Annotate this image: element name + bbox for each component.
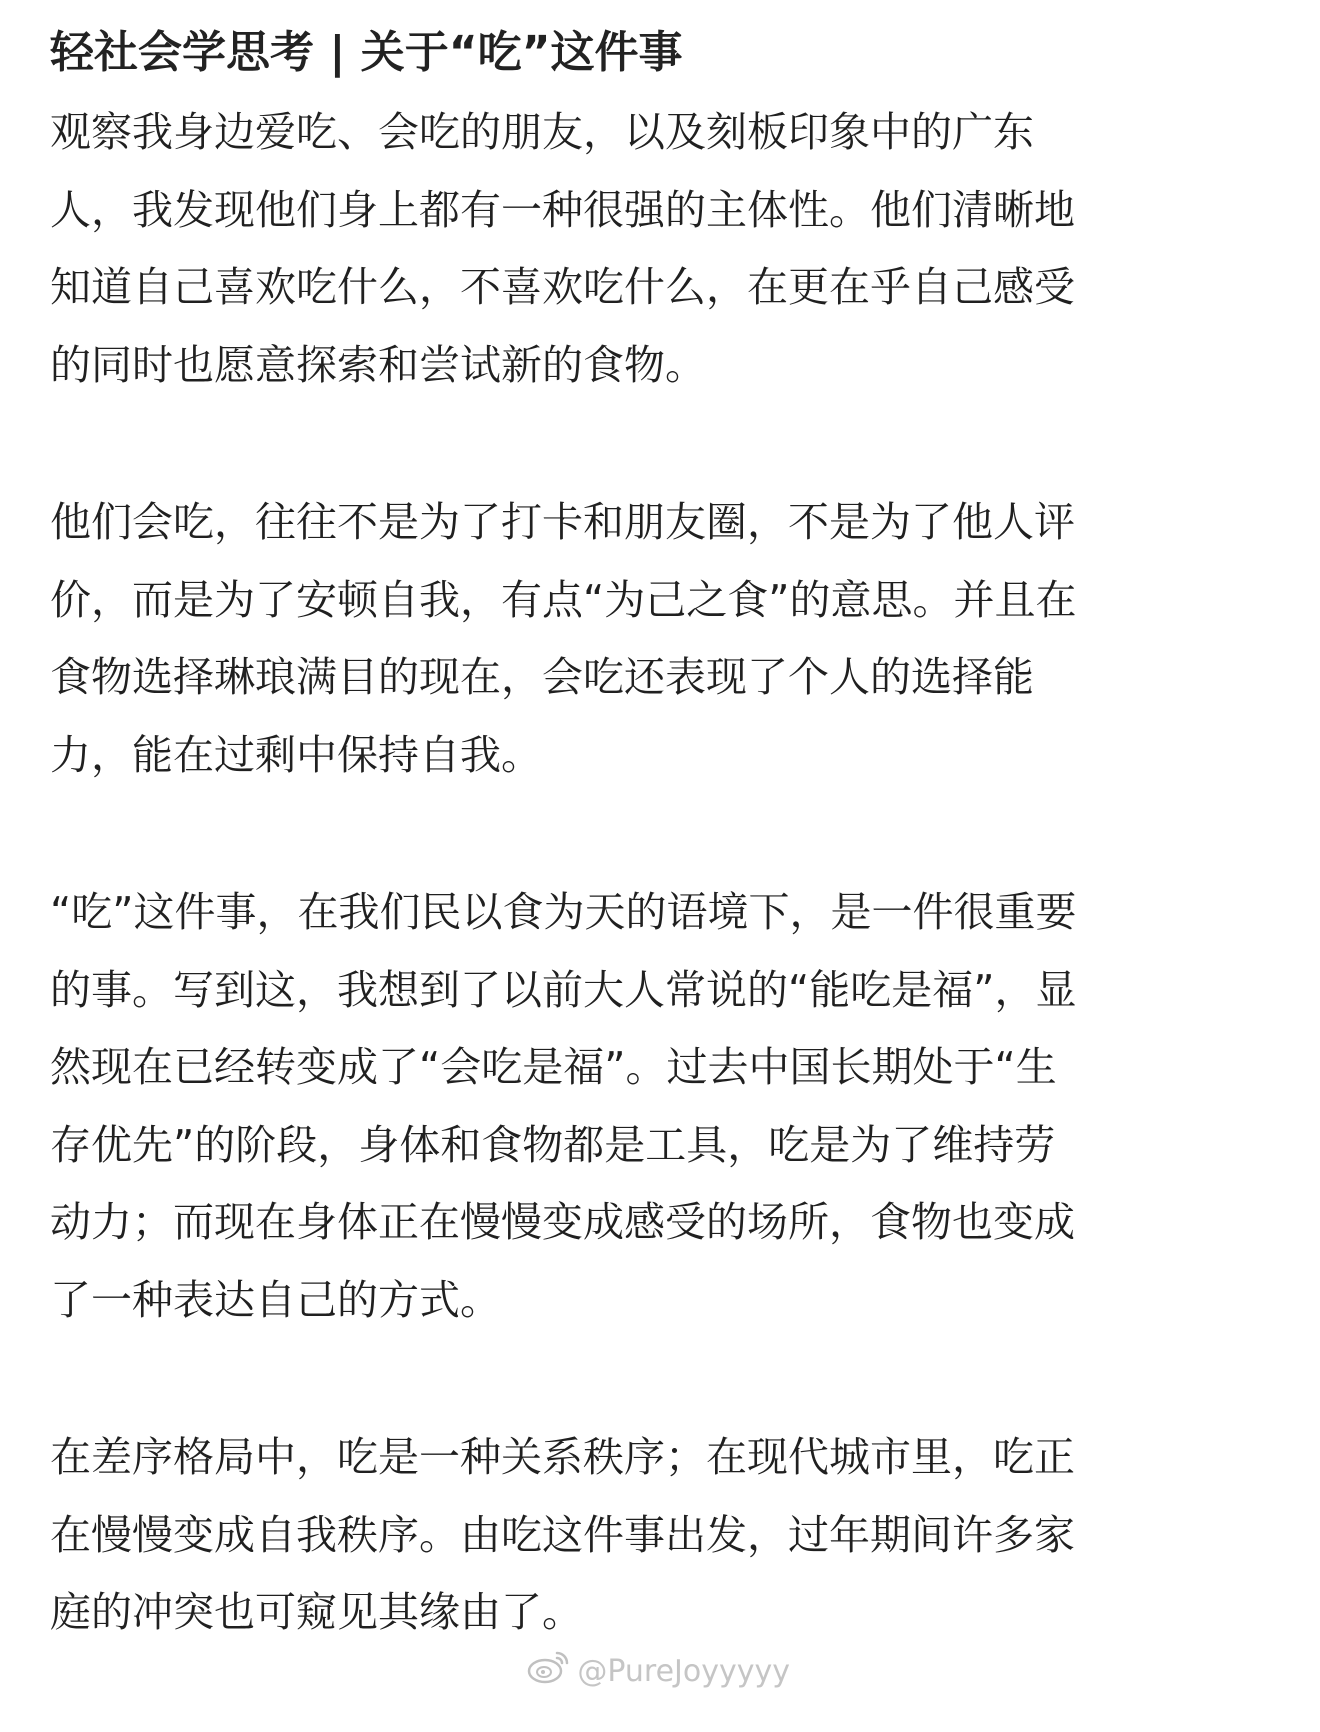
watermark	[527, 1649, 790, 1693]
article-title: 轻社会学思考 | 关于“吃”这件事	[50, 27, 683, 78]
paragraph	[50, 874, 1270, 1339]
text-line: 庭的冲突也可窥见其缘由了。	[50, 1588, 583, 1636]
text-line: 知道自己喜欢吃什么，不喜欢吃什么，在更在乎自己感受	[50, 263, 1075, 311]
watermark-handle: @PureJoyyyyy	[577, 1653, 790, 1689]
text-line: “吃”这件事，在我们民以食为天的语境下，是一件很重要	[50, 888, 1077, 936]
text-line: 然现在已经转变成了“会吃是福”。过去中国长期处于“生	[50, 1043, 1057, 1091]
text-line: 的事。写到这，我想到了以前大人常说的“能吃是福”，显	[50, 965, 1077, 1014]
text-line: 力，能在过剩中保持自我。	[50, 730, 542, 779]
text-line: 观察我身边爱吃、会吃的朋友，以及刻板印象中的广东	[50, 108, 1034, 156]
text-line: 价，而是为了安顿自我，有点“为己之食”的意思。并且在	[50, 575, 1077, 624]
paragraph	[50, 484, 1270, 794]
paragraph	[50, 1419, 1270, 1652]
text-line: 他们会吃，往往不是为了打卡和朋友圈，不是为了他人评	[50, 498, 1075, 546]
text-line: 在差序格局中，吃是一种关系秩序；在现代城市里，吃正	[50, 1433, 1075, 1481]
text-line: 在慢慢变成自我秩序。由吃这件事出发，过年期间许多家	[50, 1510, 1075, 1559]
text-line: 动力；而现在身体正在慢慢变成感受的场所，食物也变成	[50, 1198, 1075, 1246]
text-line: 了一种表达自己的方式。	[50, 1275, 501, 1324]
text-line: 食物选择琳琅满目的现在，会吃还表现了个人的选择能	[50, 653, 1034, 701]
text-line: 的同时也愿意探索和尝试新的食物。	[50, 340, 706, 389]
weibo-icon	[527, 1649, 571, 1693]
text-line: 存优先”的阶段，身体和食物都是工具，吃是为了维持劳	[50, 1120, 1056, 1169]
paragraph	[50, 94, 1270, 404]
text-line: 人，我发现他们身上都有一种很强的主体性。他们清晰地	[50, 185, 1075, 234]
article	[50, 22, 1270, 1732]
